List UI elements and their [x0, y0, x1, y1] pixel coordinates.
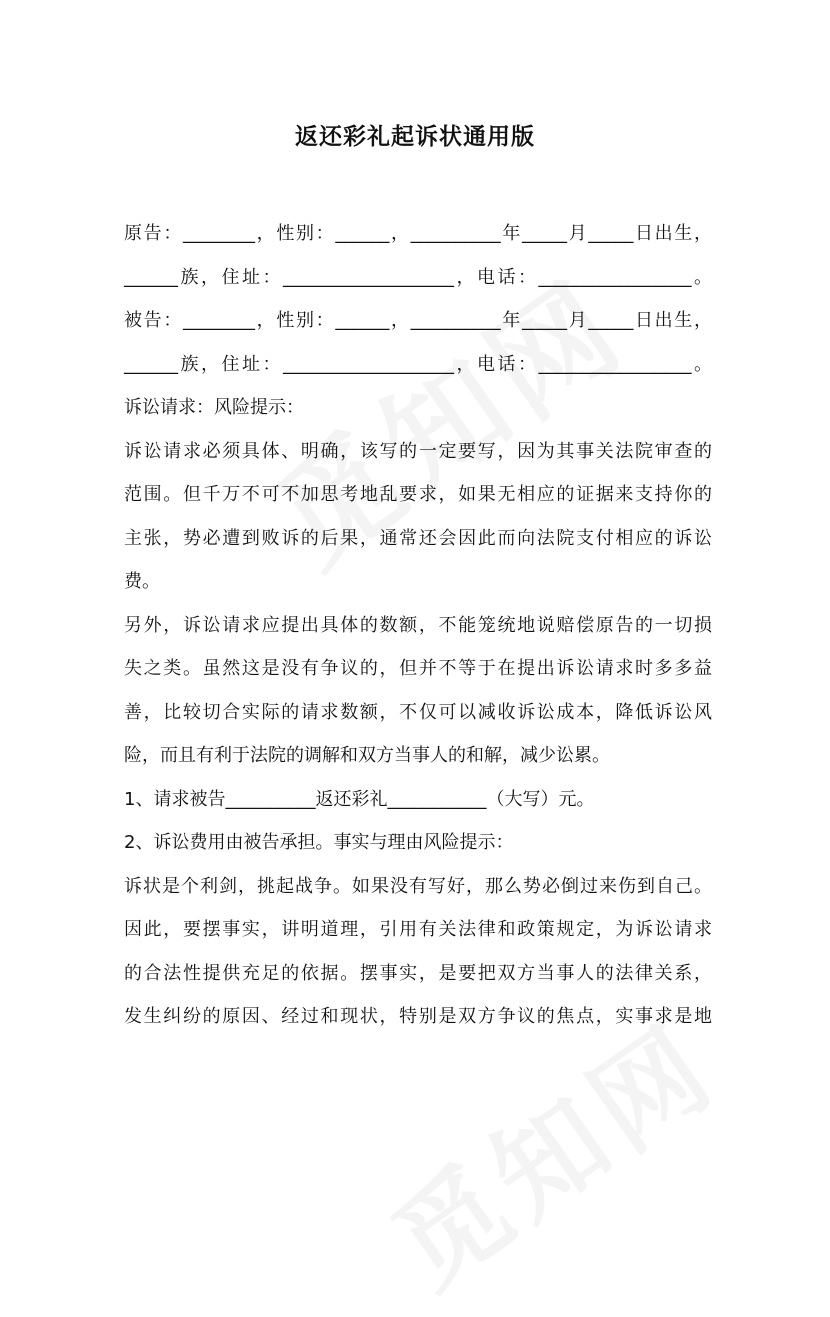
paragraph-line: 发生纠纷的原因、经过和现状，特别是双方争议的焦点，实事求是地 [124, 1006, 712, 1027]
paragraph-line: 费。 [124, 571, 160, 592]
document-title: 返还彩礼起诉状通用版 [295, 124, 535, 150]
paragraph-line: 诉讼请求必须具体、明确，该写的一定要写，因为其事关法院审查的 [124, 440, 712, 462]
paragraph-line: 险，而且有利于法院的调解和双方当事人的和解，减少讼累。 [124, 745, 610, 766]
claim-item-2: 2、诉讼费用由被告承担。事实与理由风险提示： [124, 832, 514, 853]
paragraph-line: 因此，要摆事实，讲明道理，引用有关法律和政策规定，为诉讼请求 [124, 919, 712, 940]
defendant-line-2: ______族，住址：___________________，电话：_________________。 [124, 353, 712, 375]
claims-heading: 诉讼请求：风险提示： [124, 397, 304, 418]
paragraph-line: 的合法性提供充足的依据。摆事实，是要把双方当事人的法律关系， [124, 962, 712, 984]
plaintiff-line-2: ______族，住址：___________________，电话：_________________。 [124, 266, 712, 288]
document-body [124, 212, 712, 1039]
paragraph-line: 善，比较切合实际的请求数额，不仅可以减收诉讼成本，降低诉讼风 [124, 701, 712, 723]
claim-item-1: 1、请求被告__________返还彩礼___________（大写）元。 [124, 788, 595, 810]
paragraph-line: 诉状是个利剑，挑起战争。如果没有写好，那么势必倒过来伤到自己。 [124, 875, 712, 897]
plaintiff-line-1: 原告：________，性别：______，__________年_____月_____日出生， [124, 223, 712, 244]
paragraph-line: 另外，诉讼请求应提出具体的数额，不能笼统地说赔偿原告的一切损 [124, 614, 712, 636]
defendant-line-1: 被告：________，性别：______，__________年_____月_____日出生， [124, 310, 712, 331]
paragraph-line: 主张，势必遭到败诉的后果，通常还会因此而向法院支付相应的诉讼 [124, 527, 712, 549]
paragraph-line: 范围。但千万不可不加思考地乱要求，如果无相应的证据来支持你的 [124, 484, 712, 505]
paragraph-line: 失之类。虽然这是没有争议的，但并不等于在提出诉讼请求时多多益 [124, 658, 712, 679]
